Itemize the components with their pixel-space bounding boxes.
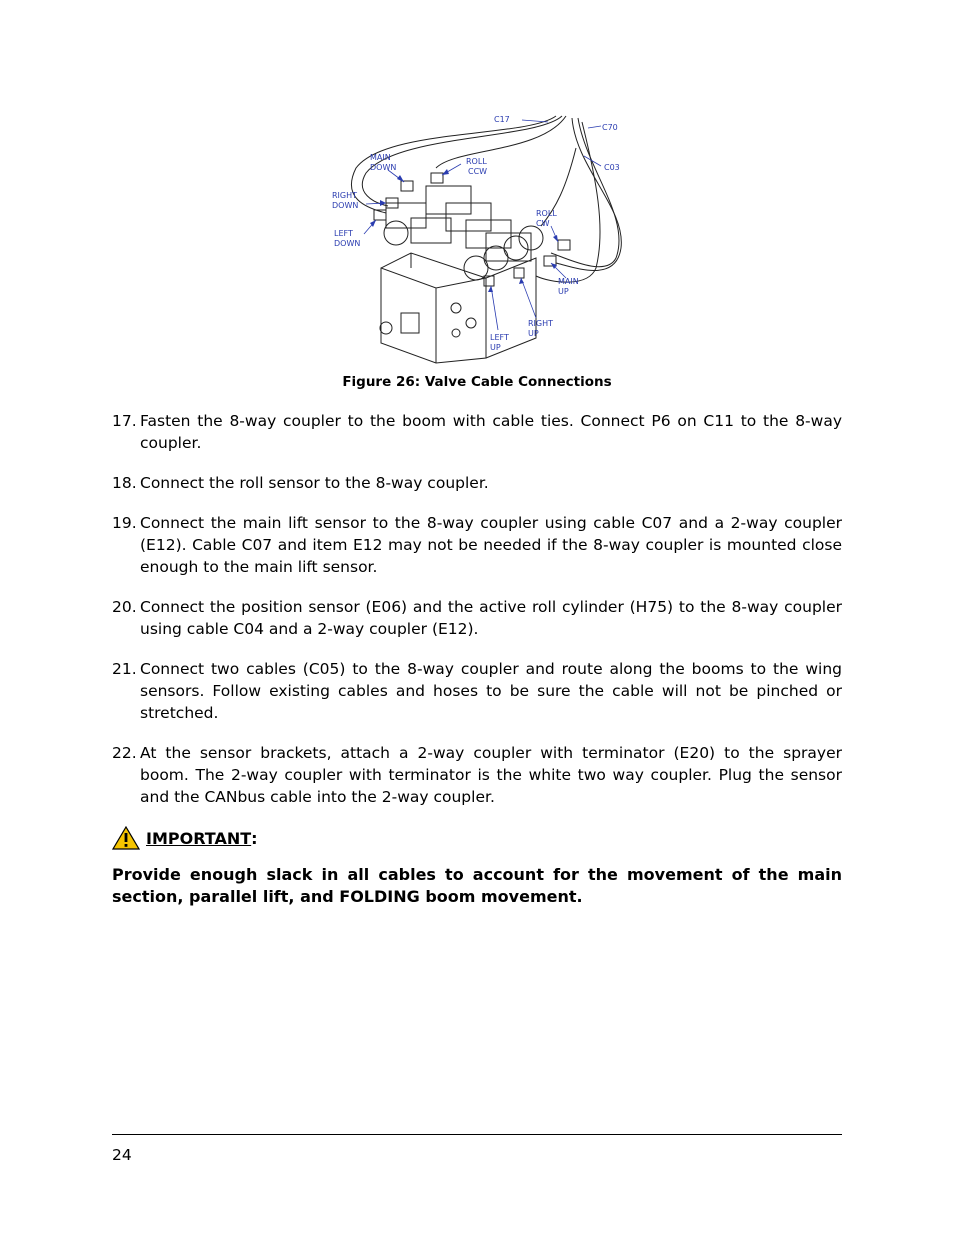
- instruction-list: [112, 410, 842, 826]
- important-note: Provide enough slack in all cables to account for the movement of the main section, parallel lift, and FOLDING boom movement.: [112, 865, 842, 906]
- label-left-down: LEFT: [334, 229, 353, 238]
- cable-line: [556, 118, 621, 271]
- manifold-block: [381, 253, 486, 363]
- valve-cable-figure: [326, 108, 636, 368]
- step-number: 21.: [112, 660, 137, 678]
- label-right-down-2: DOWN: [332, 201, 359, 210]
- step-text: At the sensor brackets, attach a 2-way coupler with terminator (E20) to the sprayer boom. The 2-way coupler with terminator is the white two way coupler. Plug the sensor and the CANbus cable into the 2-way coupler.: [140, 744, 842, 806]
- label-right-up: RIGHT: [528, 319, 554, 328]
- label-main-up: MAIN: [558, 277, 579, 286]
- list-item: [112, 742, 842, 808]
- cable-line: [362, 116, 562, 206]
- step-text: Connect the position sensor (E06) and the active roll cylinder (H75) to the 8-way coupler using cable C04 and a 2-way coupler (E12).: [140, 598, 842, 638]
- label-right-up-2: UP: [528, 329, 539, 338]
- label-c70: C70: [602, 123, 618, 132]
- label-main-down: MAIN: [370, 153, 391, 162]
- label-roll-cw-2: CW: [536, 219, 550, 228]
- important-label: IMPORTANT: [146, 828, 252, 848]
- list-item: [112, 512, 842, 578]
- page-number: 24: [112, 1146, 132, 1164]
- label-main-down-2: DOWN: [370, 163, 397, 172]
- label-roll-cw: ROLL: [536, 209, 557, 218]
- list-item: [112, 596, 842, 640]
- label-roll-ccw: ROLL: [466, 157, 487, 166]
- cable-line: [536, 122, 600, 282]
- step-number: 22.: [112, 744, 137, 762]
- label-left-down-2: DOWN: [334, 239, 361, 248]
- step-text: Connect two cables (C05) to the 8-way coupler and route along the booms to the wing sensors. Follow existing cables and hoses to be sure the cable will not be pinched or stretched.: [140, 660, 842, 722]
- label-c03: C03: [604, 163, 620, 172]
- step-text: Connect the main lift sensor to the 8-way coupler using cable C07 and a 2-way coupler (E12). Cable C07 and item E12 may not be needed if the 8-way coupler is mounted close enough to the main lift sensor.: [140, 514, 842, 576]
- step-text: Connect the roll sensor to the 8-way coupler.: [140, 474, 489, 492]
- step-text: Fasten the 8-way coupler to the boom with cable ties. Connect P6 on C11 to the 8-way coupler.: [140, 412, 842, 452]
- valve-body: [386, 203, 426, 228]
- important-colon: :: [251, 828, 258, 848]
- list-item: [112, 472, 842, 494]
- list-item: [112, 410, 842, 454]
- label-left-up-2: UP: [490, 343, 501, 352]
- label-c17: C17: [494, 115, 510, 124]
- step-number: 18.: [112, 474, 137, 492]
- valve-diagram: [326, 108, 636, 368]
- label-roll-ccw-2: CCW: [468, 167, 488, 176]
- step-number: 19.: [112, 514, 137, 532]
- step-number: 20.: [112, 598, 137, 616]
- label-right-down: RIGHT: [332, 191, 358, 200]
- step-number: 17.: [112, 412, 137, 430]
- label-left-up: LEFT: [490, 333, 509, 342]
- connector: [401, 181, 413, 191]
- important-heading: [112, 826, 258, 850]
- warning-icon: [112, 826, 140, 850]
- figure-caption: Figure 26: Valve Cable Connections: [342, 374, 612, 390]
- list-item: [112, 658, 842, 724]
- footer-divider: [112, 1134, 842, 1135]
- label-main-up-2: UP: [558, 287, 569, 296]
